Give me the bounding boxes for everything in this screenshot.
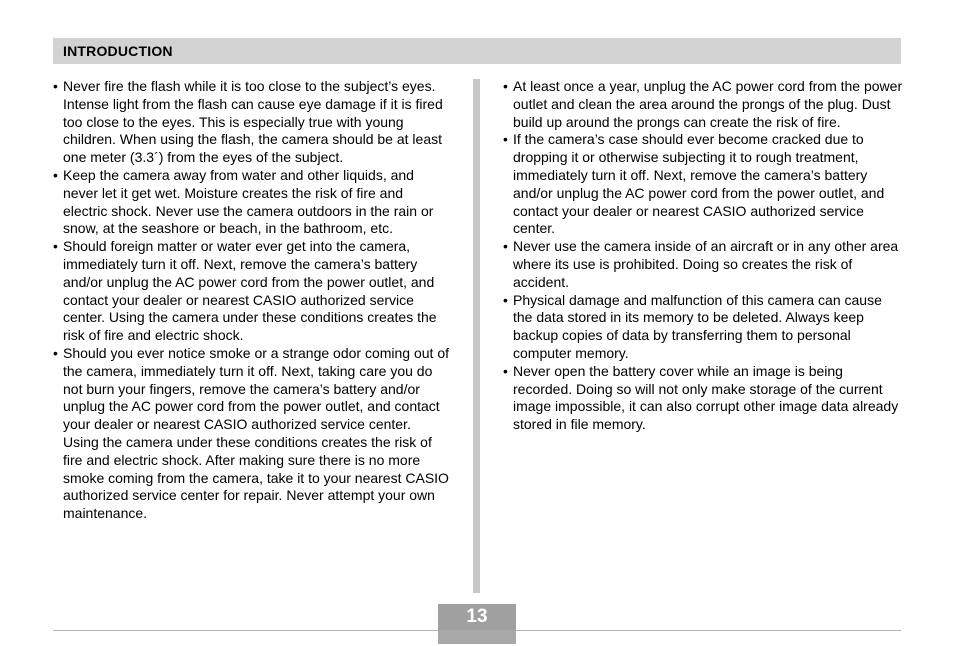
bullet-marker: •: [503, 362, 508, 379]
list-item: [53, 345, 449, 523]
list-item-text: If the camera’s case should ever become cracked due to dropping it or otherwise subjecting it to rough treatment, immediately turn it off. Next, remove the camera’s battery and/or unplug the AC power cord from the power outlet, and contact your dealer or nearest CASIO authorized service center.: [513, 131, 885, 237]
list-item-text: Never fire the flash while it is too close to the subject’s eyes. Intense light from the flash can cause eye damage if it is fired too close to the eyes. This is especially true with young children. When using the flash, the camera should be at least one meter (3.3´) from the eyes of the subject.: [63, 78, 443, 166]
section-title: INTRODUCTION: [63, 43, 173, 59]
right-bullet-list: [503, 78, 903, 434]
list-item: [503, 238, 903, 291]
bullet-marker: •: [503, 131, 508, 148]
list-item: [53, 78, 449, 167]
column-divider: [473, 79, 480, 593]
page-number: 13: [438, 604, 516, 630]
bullet-marker: •: [53, 78, 58, 94]
page-number-tab: [438, 604, 516, 644]
right-column: [503, 78, 903, 434]
list-item: [53, 238, 449, 345]
list-item: [503, 363, 903, 434]
list-item: [503, 78, 903, 131]
list-item: [503, 292, 903, 363]
bullet-marker: •: [503, 78, 508, 94]
bullet-marker: •: [503, 238, 508, 255]
list-item: [53, 167, 449, 238]
list-item-text: Should foreign matter or water ever get into the camera, immediately turn it off. Next, remove the camera’s battery and/or unplug the AC power cord from the power outlet, and contact your dealer or nearest CASIO authorized service center. Using the camera under these conditions creates the risk of fire and electric shock.: [63, 238, 437, 344]
list-item-text: At least once a year, unplug the AC power cord from the power outlet and clean the area around the prongs of the plug. Dust build up around the prongs can create the risk of fire.: [513, 78, 903, 130]
bullet-marker: •: [53, 238, 58, 255]
list-item-text: Should you ever notice smoke or a strange odor coming out of the camera, immediately turn it off. Next, taking care you do not burn your fingers, remove the camera’s battery and/or unplug the AC power cord from the power outlet, and contact your dealer or nearest CASIO authorized service center. Using the camera under these conditions creates the risk of fire and electric shock. After making sure there is no more smoke coming from the camera, take it to your nearest CASIO authorized service center for repair. Never attempt your own maintenance.: [63, 344, 449, 522]
list-item-text: Never open the battery cover while an image is being recorded. Doing so will not only make storage of the current image impossible, it can also corrupt other image data already stored in file memory.: [513, 362, 899, 433]
list-item-text: Never use the camera inside of an aircraft or in any other area where its use is prohibited. Doing so creates the risk of accident.: [513, 238, 899, 290]
bullet-marker: •: [53, 344, 58, 361]
bullet-marker: •: [53, 166, 58, 183]
list-item: [503, 131, 903, 238]
section-header-bar: [53, 38, 901, 64]
left-column: [53, 78, 449, 523]
list-item-text: Physical damage and malfunction of this camera can cause the data stored in its memory to be deleted. Always keep backup copies of data by transferring them to personal computer memory.: [513, 291, 882, 361]
left-bullet-list: [53, 78, 449, 523]
bullet-marker: •: [503, 291, 508, 308]
list-item-text: Keep the camera away from water and other liquids, and never let it get wet. Moisture creates the risk of fire and electric shock. Never use the camera outdoors in the rain or snow, at the seashore or beach, in the bathroom, etc.: [63, 166, 434, 237]
